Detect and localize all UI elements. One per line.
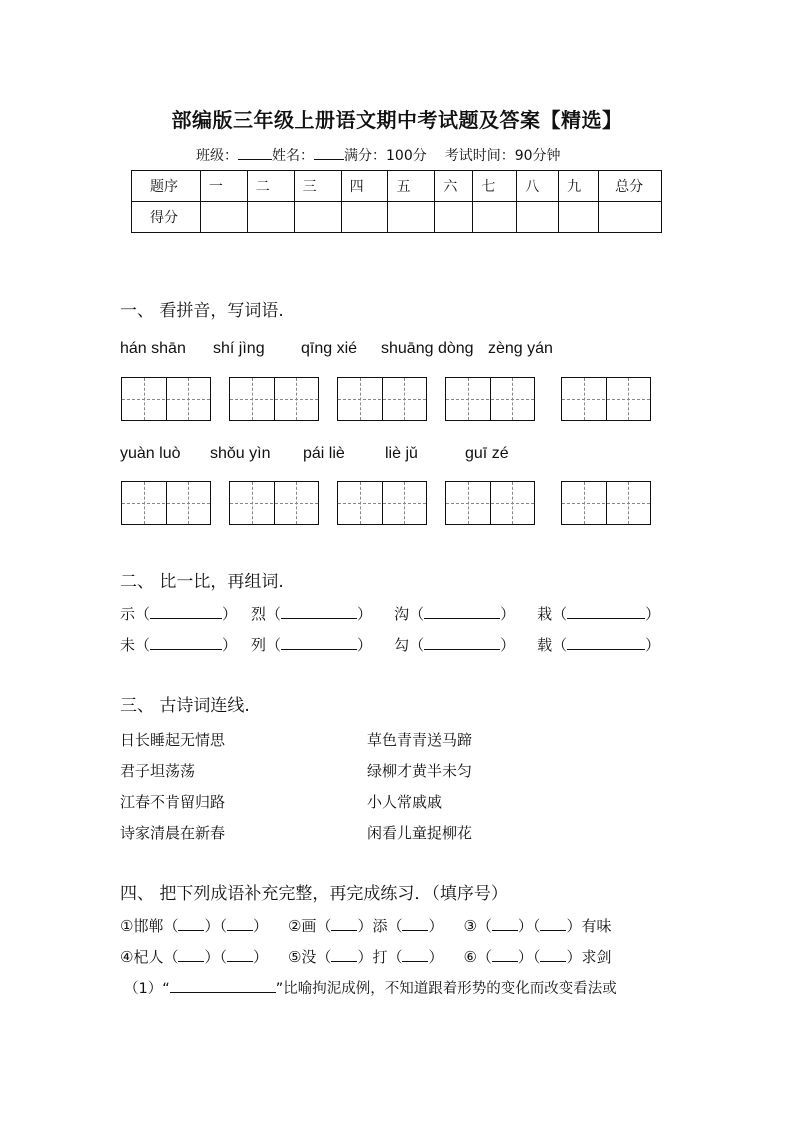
answer-blank[interactable] bbox=[178, 918, 204, 931]
poem-right-3[interactable]: 小人常戚戚 bbox=[367, 793, 443, 811]
poem-left-3[interactable]: 江春不肯留归路 bbox=[120, 793, 226, 811]
score-cell[interactable] bbox=[341, 202, 388, 233]
writing-grid[interactable] bbox=[121, 377, 211, 421]
answer-blank[interactable] bbox=[281, 637, 357, 650]
answer-blank[interactable] bbox=[567, 637, 645, 650]
writing-grid[interactable] bbox=[229, 481, 319, 525]
pinyin-6: yuàn luò bbox=[120, 445, 181, 462]
answer-blank[interactable] bbox=[170, 980, 276, 993]
answer-blank[interactable] bbox=[402, 949, 428, 962]
full-score: 满分：100分 bbox=[344, 148, 427, 164]
section1-heading: 一、 看拼音，写词语. bbox=[120, 301, 284, 321]
idiom-text: ）（ bbox=[204, 948, 227, 966]
writing-grid[interactable] bbox=[445, 377, 535, 421]
answer-blank[interactable] bbox=[227, 918, 253, 931]
answer-blank[interactable] bbox=[492, 918, 518, 931]
score-cell[interactable] bbox=[599, 202, 662, 233]
score-table-row bbox=[132, 202, 662, 233]
idiom-text: ③（ bbox=[463, 917, 492, 935]
header-cell: 五 bbox=[388, 171, 435, 202]
name-blank[interactable] bbox=[314, 145, 344, 160]
writing-grid[interactable] bbox=[337, 481, 427, 525]
score-cell[interactable] bbox=[294, 202, 341, 233]
idiom-text: ） bbox=[428, 917, 444, 935]
idiom-row-2 bbox=[120, 946, 611, 967]
writing-grid[interactable] bbox=[229, 377, 319, 421]
poem-right-4[interactable]: 闲看儿童捉柳花 bbox=[367, 824, 473, 842]
pinyin-9: liè jǔ bbox=[385, 445, 418, 462]
idiom-text: ）（ bbox=[204, 917, 227, 935]
section2-heading: 二、 比一比，再组词. bbox=[120, 572, 284, 592]
idiom-text: ） bbox=[252, 948, 268, 966]
idiom-text: ）打（ bbox=[357, 948, 403, 966]
answer-blank[interactable] bbox=[492, 949, 518, 962]
page-title: 部编版三年级上册语文期中考试题及答案【精选】 bbox=[171, 108, 623, 132]
question-1-text: ”比喻拘泥成例，不知道跟着形势的变化而改变看法或 bbox=[275, 981, 617, 997]
pinyin-10: guī zé bbox=[465, 445, 509, 462]
score-cell[interactable] bbox=[559, 202, 599, 233]
answer-blank[interactable] bbox=[331, 949, 357, 962]
pinyin-1: hán shān bbox=[120, 340, 186, 357]
exam-time: 考试时间：90分钟 bbox=[444, 148, 561, 164]
compare-item: 示（ ） bbox=[120, 605, 238, 623]
compare-item: 载（ ） bbox=[537, 636, 661, 654]
score-cell[interactable] bbox=[388, 202, 435, 233]
answer-blank[interactable] bbox=[402, 918, 428, 931]
section4-heading: 四、 把下列成语补充完整，再完成练习．（填序号） bbox=[120, 884, 508, 904]
pinyin-4: shuāng dòng bbox=[381, 340, 474, 357]
idiom-text: ②画（ bbox=[287, 917, 332, 935]
idiom-text: ）求剑 bbox=[566, 948, 612, 966]
writing-grid[interactable] bbox=[121, 481, 211, 525]
header-cell: 总分 bbox=[599, 171, 662, 202]
class-blank[interactable] bbox=[238, 145, 272, 160]
score-cell[interactable] bbox=[473, 202, 517, 233]
idiom-text: ）添（ bbox=[357, 917, 403, 935]
answer-blank[interactable] bbox=[150, 637, 222, 650]
answer-blank[interactable] bbox=[540, 918, 566, 931]
question-1 bbox=[124, 977, 617, 998]
pinyin-5: zèng yán bbox=[488, 340, 553, 357]
poem-left-2[interactable]: 君子坦荡荡 bbox=[120, 762, 196, 780]
idiom-text: ④杞人（ bbox=[120, 948, 179, 966]
answer-blank[interactable] bbox=[178, 949, 204, 962]
answer-blank[interactable] bbox=[424, 606, 500, 619]
header-cell: 六 bbox=[435, 171, 473, 202]
writing-grid[interactable] bbox=[337, 377, 427, 421]
idiom-row-1 bbox=[120, 915, 611, 936]
score-cell[interactable] bbox=[247, 202, 294, 233]
answer-blank[interactable] bbox=[567, 606, 645, 619]
header-cell: 题序 bbox=[132, 171, 201, 202]
poem-left-4[interactable]: 诗家清晨在新春 bbox=[120, 824, 226, 842]
pinyin-8: pái liè bbox=[303, 445, 345, 462]
compare-item: 烈（ ） bbox=[251, 605, 373, 623]
score-table bbox=[131, 170, 662, 233]
header-cell: 四 bbox=[341, 171, 388, 202]
score-table-header bbox=[132, 171, 662, 202]
header-cell: 二 bbox=[247, 171, 294, 202]
poem-right-1[interactable]: 草色青青送马蹄 bbox=[367, 731, 473, 749]
poem-right-2[interactable]: 绿柳才黄半未匀 bbox=[367, 762, 473, 780]
header-cell: 七 bbox=[473, 171, 517, 202]
row-label: 得分 bbox=[132, 202, 201, 233]
name-label: 姓名： bbox=[272, 148, 314, 164]
compare-row-1 bbox=[120, 603, 660, 624]
idiom-text: ） bbox=[252, 917, 268, 935]
answer-blank[interactable] bbox=[227, 949, 253, 962]
idiom-text: ）（ bbox=[517, 948, 541, 966]
pinyin-7: shǒu yìn bbox=[210, 445, 271, 462]
answer-blank[interactable] bbox=[540, 949, 566, 962]
idiom-text: ）有味 bbox=[566, 917, 612, 935]
answer-blank[interactable] bbox=[281, 606, 357, 619]
header-cell: 三 bbox=[294, 171, 341, 202]
score-cell[interactable] bbox=[200, 202, 247, 233]
header-cell: 八 bbox=[517, 171, 559, 202]
answer-blank[interactable] bbox=[150, 606, 222, 619]
idiom-text: ⑥（ bbox=[463, 948, 492, 966]
poem-left-1[interactable]: 日长睡起无情思 bbox=[120, 731, 226, 749]
score-cell[interactable] bbox=[517, 202, 559, 233]
class-label: 班级： bbox=[196, 148, 238, 164]
idiom-text: ）（ bbox=[517, 917, 541, 935]
writing-grid[interactable] bbox=[561, 377, 651, 421]
compare-item: 未（ ） bbox=[120, 636, 238, 654]
compare-item: 沟（ ） bbox=[394, 605, 516, 623]
compare-item: 勾（ ） bbox=[394, 636, 516, 654]
idiom-text: ①邯郸（ bbox=[120, 917, 179, 935]
pinyin-3: qīng xié bbox=[301, 340, 358, 357]
section3-heading: 三、 古诗词连线. bbox=[120, 696, 250, 716]
compare-item: 栽（ ） bbox=[537, 605, 661, 623]
answer-blank[interactable] bbox=[424, 637, 500, 650]
header-cell: 一 bbox=[200, 171, 247, 202]
compare-row-2 bbox=[120, 634, 660, 655]
idiom-text: ⑤没（ bbox=[287, 948, 332, 966]
header-cell: 九 bbox=[559, 171, 599, 202]
compare-item: 列（ ） bbox=[251, 636, 373, 654]
pinyin-2: shí jìng bbox=[213, 340, 265, 357]
score-cell[interactable] bbox=[435, 202, 473, 233]
exam-info-line bbox=[196, 145, 561, 165]
answer-blank[interactable] bbox=[331, 918, 357, 931]
idiom-text: ） bbox=[428, 948, 444, 966]
question-1-prefix: （1）“ bbox=[124, 981, 170, 997]
writing-grid[interactable] bbox=[445, 481, 535, 525]
writing-grid[interactable] bbox=[561, 481, 651, 525]
